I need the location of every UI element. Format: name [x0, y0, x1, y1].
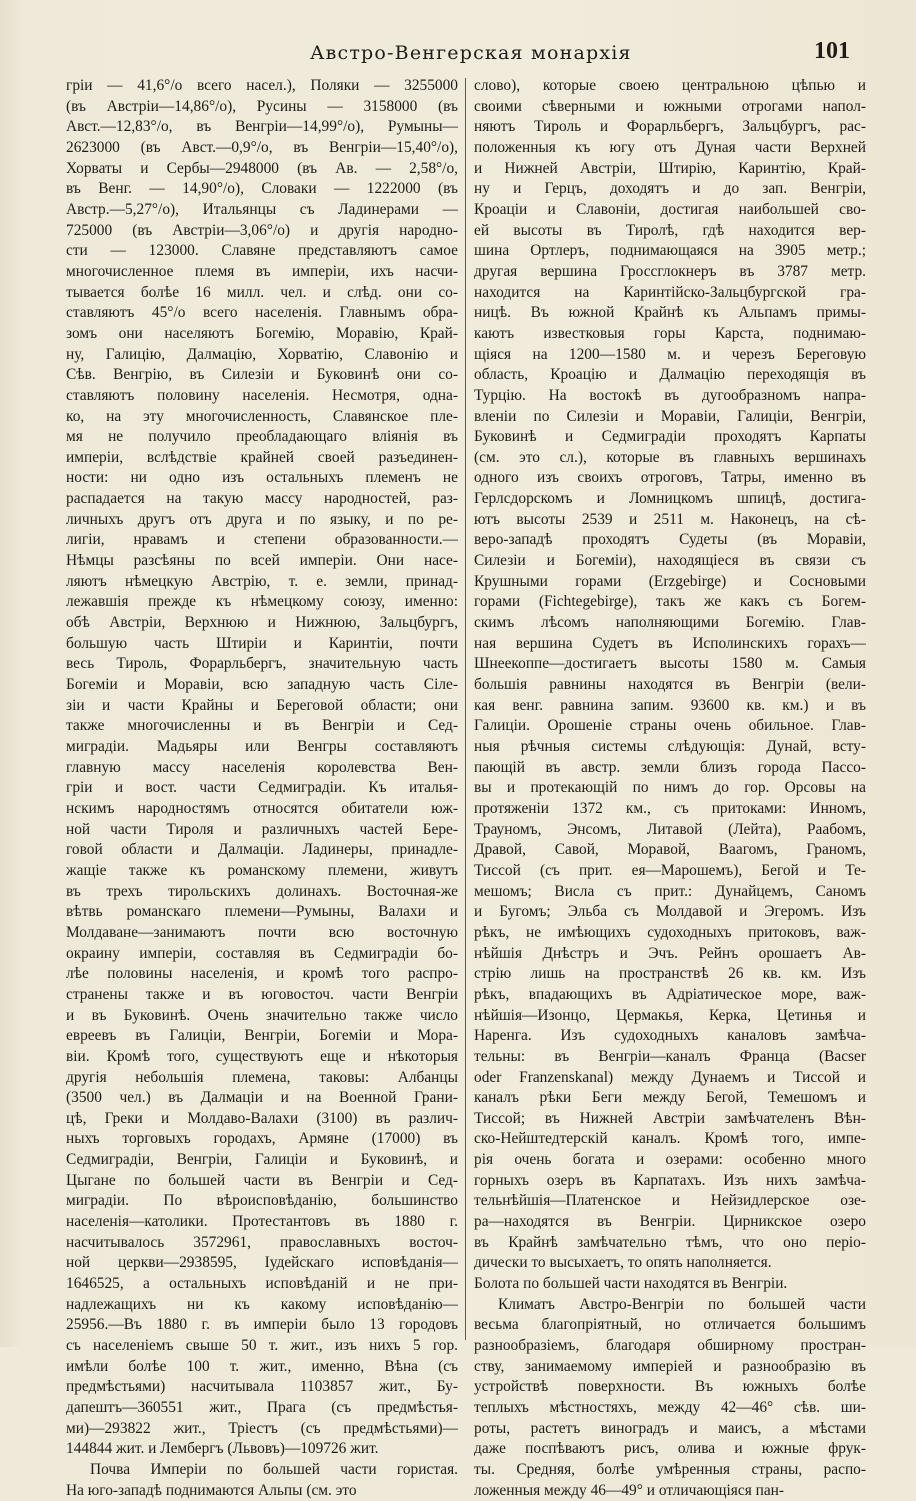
text-line: весь Тироль, Форарльбергъ, значительную часть [66, 655, 458, 673]
text-line: вы и протекающій по нимъ до гор. Орсовы на [474, 779, 866, 797]
text-line: ницѣ. Въ южной Крайнѣ къ Альпамъ примы- [474, 304, 866, 322]
text-line: шина Ортлеръ, поднимающаяся на 3905 метр.; [474, 242, 866, 260]
text-line: большую часть Штиріи и Каринтіи, почти [66, 634, 458, 652]
text-line: евреевъ въ Галиціи, Венгріи, Богеміи и Мора- [66, 1027, 458, 1045]
text-line: устройствѣ поверхности. Въ южныхъ болѣе [474, 1378, 866, 1396]
text-line: обѣ Австріи, Верхнюю и Нижнюю, Зальцбургъ, [66, 614, 458, 632]
text-line: мя не получило преобладающаго вліянія въ [66, 428, 458, 446]
text-line: рія очень богата и озерами: особенно много [474, 1151, 866, 1169]
text-line: Дравой, Савой, Моравой, Ваагомъ, Граномъ, [474, 841, 866, 859]
text-line: дически то высыхаетъ, то опять наполняется. [474, 1254, 772, 1272]
text-line: протяженіи 1372 км., съ притоками: Инномъ, [474, 799, 866, 817]
text-line: сти — 123000. Славяне представляютъ самое [66, 242, 458, 260]
text-line: гріи и вост. части Седмиградіи. Къ италья- [66, 779, 458, 797]
text-line: тельны: въ Венгріи—каналъ Франца (Bacser [474, 1047, 866, 1065]
text-line: одного изъ своихъ отроговъ, Татры, именно въ [474, 469, 866, 487]
text-line: лигіи, нравамъ и степени образованности.— [66, 531, 458, 549]
text-line: тельнѣйшія—Платенское и Нейзидлерское озе- [474, 1192, 866, 1210]
text-line: также многочисленны и въ Венгріи и Сед- [66, 717, 458, 735]
text-line: каналъ рѣки Беги между Бегой, Темешомъ и [474, 1089, 866, 1107]
text-line: ты. Средняя, болѣе умѣренныя страны, распо- [474, 1460, 866, 1478]
text-line: положенныя къ югу отъ Дуная части Верхней [474, 138, 866, 156]
text-line: Крушными горами (Erzgebirge) и Сосновыми [474, 572, 866, 590]
text-line: Хорваты и Сербы—2948000 (въ Ав. — 2,58°/o, [66, 159, 458, 177]
text-line: нѣйшія Днѣстръ и Эчъ. Рейнъ орошаетъ Ав- [474, 944, 866, 962]
text-line: ну и Герцъ, доходятъ и до зап. Венгріи, [474, 180, 866, 198]
text-line: каютъ известковыя горы Карста, поднимаю- [474, 324, 866, 342]
text-line: ко, на эту многочисленность, Славянское пле- [66, 407, 458, 425]
text-line: странены также и въ юговосточ. части Венгріи [66, 985, 458, 1003]
text-line: ности: ни одно изъ остальныхъ племенъ не [66, 469, 458, 487]
text-line: Трауномъ, Энсомъ, Литавой (Лейта), Раабомъ, [474, 820, 866, 838]
text-line: Герлсдорскомъ и Ломницкомъ шпицѣ, достига- [474, 490, 866, 508]
text-line: 2623000 (въ Авст.—0,9°/o, въ Венгріи—15,40°/o), [66, 138, 458, 156]
page-number: 101 [814, 38, 850, 64]
text-line: разнообразіемъ, благодаря обширному простран- [474, 1337, 866, 1355]
text-line: и въ Буковинѣ. Очень значительно также число [66, 1006, 458, 1024]
running-title: Австро-Венгерская монархія [310, 42, 632, 64]
text-line: (см. это сл.), которые въ главныхъ вершинахъ [474, 448, 866, 466]
text-line: вѣтвь романскаго племени—Румыны, Валахи и [66, 903, 458, 921]
text-line: ной части Тироля и различныхъ частей Бере- [66, 820, 458, 838]
text-line: ложенныя между 46—49° и отличающіяся пан- [474, 1481, 785, 1499]
text-line: Турцію. На востокѣ въ дугообразномъ напра- [474, 386, 866, 404]
text-line: 725000 (въ Австріи—3,06°/o) и другія народно- [66, 221, 458, 239]
text-line: распадается на такую массу народностей, раз- [66, 490, 458, 508]
text-line: Тиссой (съ прит. ея—Марошемъ), Бегой и Те- [474, 861, 866, 879]
page-header [62, 38, 860, 72]
text-line: Австр.—5,27°/o), Итальянцы съ Ладинерами — [66, 200, 458, 218]
text-line: даже поспѣваютъ рисъ, олива и южные фрук- [474, 1440, 866, 1458]
right-text-column [474, 76, 866, 1501]
text-line: веро-западѣ проходятъ Судеты (въ Моравіи, [474, 531, 866, 549]
text-line: главную массу населенія королевства Вен- [66, 758, 458, 776]
text-line: ныя рѣчныя системы слѣдующія: Дунай, всту- [474, 738, 866, 755]
text-line: кая венг. равнина запим. 93600 кв. км.) и въ [474, 696, 866, 714]
text-line: горныхъ озеръ въ Карпатахъ. Изъ нихъ замѣча- [474, 1171, 866, 1189]
text-line: рѣкъ, впадающихъ въ Адріатическое море, важ- [474, 985, 866, 1003]
text-line: населенія—католики. Протестантовъ въ 1880 г. [66, 1213, 458, 1231]
text-line: тывается болѣе 16 милл. чел. и слѣд. они со- [66, 283, 458, 301]
left-text-column [66, 76, 458, 1501]
text-line: (3500 чел.) въ Далмаціи и на Военной Грани- [66, 1089, 458, 1107]
text-line: Тиссой; въ Нижней Австріи замѣчателенъ Вѣн- [474, 1109, 866, 1127]
text-line: ско-Нейштедтерскій каналъ. Кромѣ того, импе- [474, 1130, 866, 1148]
text-line: ляютъ нѣмецкую Австрію, т. е. земли, принад- [66, 572, 458, 590]
text-line: говой области и Далмаціи. Ладинеры, принадле- [66, 841, 458, 859]
text-line: лѣе половины населенія, и кромѣ того распро- [66, 965, 458, 983]
text-line: ная вершина Судетъ въ Исполинскихъ горахъ— [474, 634, 866, 652]
text-line: предмѣстьями) насчитывала 1103857 жит., Бу- [66, 1378, 458, 1396]
text-line: вленіи по Силезіи и Моравіи, Галиціи, Венгріи, [474, 407, 866, 425]
text-line: Галиціи. Орошеніе страны очень обильное. Глав- [474, 717, 866, 735]
text-line: Почва Имперіи по большей части гористая. [90, 1460, 458, 1478]
text-line: окраину имперіи, составляя въ Седмиградіи бо- [66, 944, 458, 962]
text-line: рѣкъ, не имѣющихъ судоходныхъ притоковъ, важ- [474, 923, 866, 941]
text-line: своими сѣверными и южными отрогами напол- [474, 97, 866, 115]
text-line: въ Крайнѣ замѣчательно тѣмъ, что оно періо- [474, 1233, 866, 1251]
text-line: ми)—293822 жит., Тріестъ (съ предмѣстьями)— [66, 1419, 458, 1437]
text-line: Буковинѣ и Седмиградіи проходятъ Карпаты [474, 428, 866, 446]
text-line: Седмиградіи, Венгріи, Галиціи и Буковинѣ, и [66, 1151, 458, 1169]
text-line: нѣйшія—Изонцо, Цермакья, Керка, Цетинья и [474, 1006, 866, 1024]
text-line: Шнеекоппе—достигаетъ высоты 1580 м. Самыя [474, 655, 866, 673]
text-line: Болота по большей части находятся въ Венгріи. [474, 1275, 788, 1293]
text-line: ныхъ торговыхъ городахъ, Армяне (17000) въ [66, 1130, 458, 1148]
text-line: лежавшія прежде къ нѣмецкому союзу, именно: [66, 593, 458, 611]
text-line: зіи и части Крайны и Береговой области; они [66, 696, 458, 714]
text-line: ставляютъ половину населенія. Несмотря, одна- [66, 386, 458, 404]
text-line: Наренга. Изъ судоходныхъ каналовъ замѣча- [474, 1027, 866, 1045]
text-line: ну, Галицію, Далмацію, Хорватію, Славонію и [66, 345, 458, 363]
text-line: пающій въ австр. земли близъ города Пассо- [474, 758, 866, 776]
text-line: весьма благопріятный, но отличается большимъ [474, 1316, 866, 1334]
text-line: Сѣв. Венгрію, въ Силезіи и Буковинѣ они со- [66, 366, 458, 384]
text-line: насчитывалось 3572961, православныхъ восточ- [66, 1233, 458, 1251]
text-line: съ населеніемъ свыше 50 т. жит., изъ нихъ 5 гор. [66, 1337, 458, 1355]
text-line: скимъ лѣсомъ наполняющими Богемію. Глав- [474, 614, 866, 632]
text-line: миградіи. По вѣроисповѣданію, большинство [66, 1192, 458, 1210]
text-line: и Бугомъ; Эльба съ Молдавой и Эгеромъ. Изъ [474, 903, 866, 921]
text-line: роты, растетъ виноградъ и маисъ, а мѣстами [474, 1419, 866, 1437]
text-line: 144844 жит. и Лембергъ (Львовъ)—109726 жит. [66, 1440, 379, 1458]
text-line: ной церкви—2938595, Іудейскаго исповѣданія— [66, 1254, 458, 1272]
text-line: горами (Fichtegebirge), такъ же какъ съ Богем- [474, 593, 866, 611]
text-line: Богеміи и Моравіи, всю западную часть Сіле- [66, 676, 458, 694]
text-line: дапештъ—360551 жит., Прага (съ предмѣстья- [66, 1399, 458, 1416]
text-line: гріи — 41,6°/o всего насел.), Поляки — 3255000 [66, 77, 458, 94]
text-line: въ трехъ тирольскихъ долинахъ. Восточная-же [66, 882, 458, 900]
text-line: нскимъ народностямъ относятся обитатели юж- [66, 799, 458, 817]
text-line: Молдаване—занимаютъ почти всю восточную [66, 923, 458, 941]
column-divider [465, 78, 466, 1340]
text-line: личныхъ другъ отъ друга и по языку, и по ре- [66, 510, 458, 528]
text-line: ютъ высоты 2539 и 2511 м. Наконецъ, на сѣ- [474, 510, 866, 528]
text-line: oder Franzenskanal) между Дунаемъ и Тиссой и [474, 1068, 866, 1086]
text-line: Цыгане по большей части въ Венгріи и Сед- [66, 1171, 458, 1189]
text-line: имперіи, вслѣдствіе крайней своей разъединен- [66, 448, 458, 466]
text-line: ставляютъ 45°/o всего населенія. Главнымъ обра- [66, 304, 458, 322]
text-line: теплыхъ мѣстностяхъ, между 42—46° сѣв. ши- [474, 1399, 866, 1416]
text-line: Нѣмцы разсѣяны по всей имперіи. Они насе- [66, 552, 458, 570]
text-line: и Нижней Австріи, Штирію, Каринтію, Край- [474, 159, 866, 177]
text-line: область, Кроацію и Далмацію переходящія въ [474, 366, 866, 384]
text-line: Климатъ Австро-Венгріи по большей части [498, 1295, 866, 1313]
text-line: зомъ они населяютъ Богемію, Моравію, Край- [66, 324, 458, 342]
text-line: 1646525, а остальныхъ исповѣданій и не при- [66, 1275, 458, 1293]
text-line: На юго-западѣ поднимаются Альпы (см. это [66, 1481, 357, 1499]
text-line: находится на Каринтійско-Зальцбургской гра- [474, 283, 866, 301]
text-line: ей высоты въ Тиролѣ, гдѣ находится вер- [474, 221, 866, 239]
text-line: миградіи. Мадьяры или Венгры составляютъ [66, 738, 458, 755]
text-line: многочисленное племя въ имперіи, ихъ насчи- [66, 262, 458, 280]
text-line: цѣ, Греки и Молдаво-Валахи (3100) въ различ- [66, 1109, 458, 1127]
text-line: віи. Кромѣ того, существуютъ еще и нѣкоторыя [66, 1047, 458, 1065]
text-line: (въ Австріи—14,86°/o), Русины — 3158000 (въ [66, 97, 458, 115]
text-line: Силезіи и Богеміи), находящіеся въ связи съ [474, 552, 866, 570]
text-line: Кроаціи и Славоніи, достигая наибольшей сво- [474, 200, 866, 218]
text-line: надлежащихъ ни къ какому исповѣданію— [66, 1295, 458, 1313]
text-line: 25956.—Въ 1880 г. въ имперіи было 13 городовъ [66, 1316, 458, 1334]
text-line: щіяся на 1200—1580 м. и черезъ Береговую [474, 345, 866, 363]
text-line: имѣли болѣе 100 т. жит., именно, Вѣна (съ [66, 1357, 458, 1375]
text-line: другая вершина Гроссглокнеръ въ 3787 метр. [474, 262, 866, 280]
text-line: жащіе также къ романскому племени, живутъ [66, 861, 458, 879]
text-line: Авст.—12,83°/o, въ Венгріи—14,99°/o), Румыны— [66, 118, 458, 136]
text-line: мешомъ; Висла съ прит.: Дунайцемъ, Саномъ [474, 882, 866, 900]
text-line: ра—находятся въ Венгріи. Цирникское озеро [474, 1213, 866, 1231]
text-line: большія равнины находятся въ Венгріи (вели- [474, 676, 866, 694]
text-line: слово), которые своею центральною цѣпью и [474, 77, 866, 94]
text-line: стрію лишь на пространствѣ 26 кв. км. Изъ [474, 965, 866, 983]
text-line: въ Венг. — 14,90°/o), Словаки — 1222000 (въ [66, 180, 458, 198]
text-line: другія небольшія племена, таковы: Албанцы [66, 1068, 458, 1086]
text-line: ству, занимаемому имперіей и разнообразію въ [474, 1357, 866, 1375]
text-line: няютъ Тироль и Форарльбергъ, Зальцбургъ, рас- [474, 118, 866, 136]
